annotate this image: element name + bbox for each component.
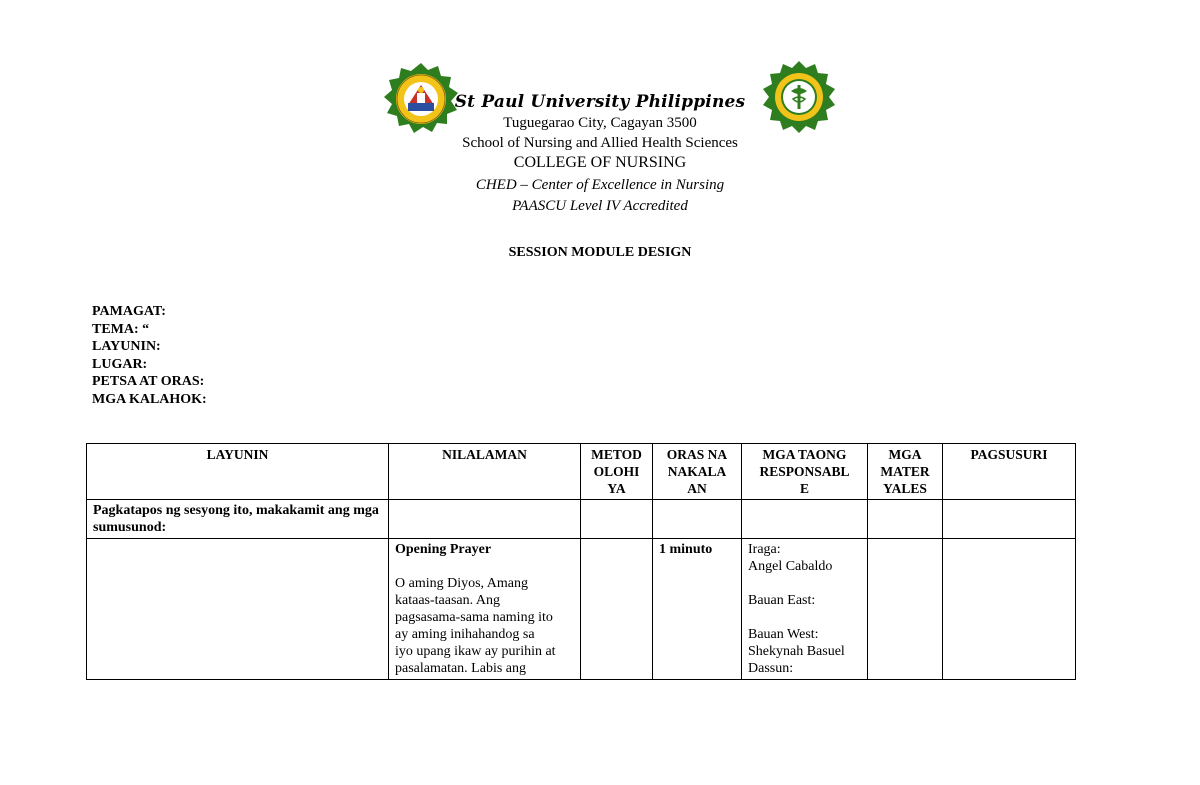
session-module-table bbox=[86, 443, 1076, 680]
university-address: Tuguegarao City, Cagayan 3500 bbox=[503, 115, 697, 131]
table-row bbox=[87, 500, 1076, 539]
content-title: Opening Prayer bbox=[395, 542, 492, 557]
header-mga-materyales: MGA MATER YALES bbox=[868, 444, 943, 500]
header-layunin: LAYUNIN bbox=[87, 444, 389, 500]
college-name: COLLEGE OF NURSING bbox=[513, 154, 687, 171]
field-layunin: LAYUNIN: bbox=[92, 339, 161, 354]
field-lugar: LUGAR: bbox=[92, 356, 148, 372]
school-name: School of Nursing and Allied Health Sciences bbox=[462, 135, 738, 151]
field-mga-kalahok: MGA KALAHOK: bbox=[92, 391, 207, 407]
header-mga-taong-responsable: MGA TAONG RESPONSABL E bbox=[742, 444, 868, 500]
prayer-text: O aming Diyos, Amang kataas-taasan. Ang pagsasama-sama naming ito ay aming inihahandog sa iyo upang ikaw ay purihin at pasalamatan. Labis ang bbox=[395, 576, 556, 676]
responsible-cell: Iraga: Angel Cabaldo Bauan East: Bauan West: Shekynah Basuel Dassun: bbox=[742, 539, 868, 680]
content-cell bbox=[389, 539, 581, 680]
table-header-row bbox=[87, 444, 1076, 500]
ched-accreditation: CHED – Center of Excellence in Nursing bbox=[475, 177, 725, 193]
field-pamagat: PAMAGAT: bbox=[92, 304, 166, 319]
header-oras-na-nakalaan: ORAS NA NAKALA AN bbox=[653, 444, 742, 500]
header-pagsusuri: PAGSUSURI bbox=[943, 444, 1076, 500]
document-title: SESSION MODULE DESIGN bbox=[508, 245, 692, 260]
header-metodolohiya: METOD OLOHI YA bbox=[581, 444, 653, 500]
table-row bbox=[87, 539, 1076, 680]
intro-objective-cell: Pagkatapos ng sesyong ito, makakamit ang mga sumusunod: bbox=[87, 500, 389, 539]
field-petsa-at-oras: PETSA AT ORAS: bbox=[92, 374, 205, 389]
session-info-fields bbox=[92, 303, 207, 408]
field-tema: TEMA: “ bbox=[92, 321, 150, 337]
header-nilalaman: NILALAMAN bbox=[389, 444, 581, 500]
time-cell: 1 minuto bbox=[653, 539, 742, 680]
university-name: St Paul University Philippines bbox=[454, 92, 746, 112]
paascu-accreditation: PAASCU Level IV Accredited bbox=[512, 198, 688, 214]
